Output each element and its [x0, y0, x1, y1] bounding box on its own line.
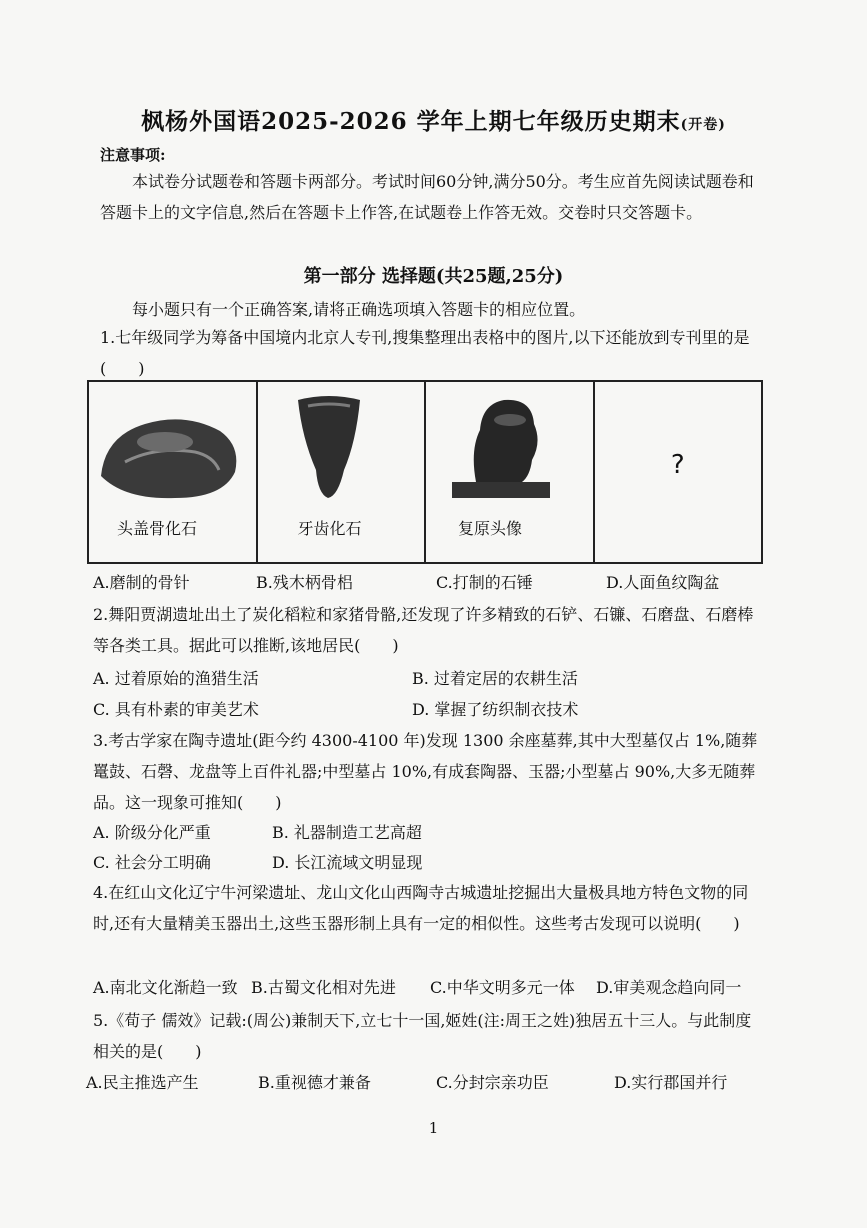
- q1-option-d: D.人面鱼纹陶盆: [606, 573, 720, 592]
- page-title: [0, 103, 867, 136]
- question-5-stem: 5.《荀子 儒效》记载:(周公)兼制天下,立七十一国,姬姓(注:周王之姓)独居五十三人。与此制度相关的是( ): [93, 1011, 752, 1061]
- section-title: 第一部分 选择题(共25题,25分): [303, 266, 564, 287]
- question-1-image-table: [87, 380, 763, 564]
- q2-option-d: D. 掌握了纺织制衣技术: [412, 700, 579, 719]
- question-3-stem: 3.考古学家在陶寺遗址(距今约 4300-4100 年)发现 1300 余座墓葬,其中大型墓仅占 1%,随葬鼍鼓、石磬、龙盘等上百件礼器;中型墓占 10%,有成套陶器、玉器;小型墓占 90%,大多无随葬品。这一现象可推知( ): [93, 731, 758, 812]
- q4-option-b: B.古蜀文化相对先进: [251, 978, 396, 997]
- q3-option-b: B. 礼器制造工艺高超: [272, 823, 422, 842]
- q5-option-a: A.民主推选产生: [86, 1073, 199, 1092]
- q5-option-b: B.重视德才兼备: [258, 1073, 371, 1092]
- section-hint: 每小题只有一个正确答案,请将正确选项填入答题卡的相应位置。: [132, 300, 586, 319]
- image-cell-tooth: [257, 381, 426, 563]
- q1-option-a: A.磨制的骨针: [93, 573, 190, 592]
- title-tag: (开卷): [680, 117, 726, 133]
- question-4-stem: 4.在红山文化辽宁牛河梁遗址、龙山文化山西陶寺古城遗址挖掘出大量极具地方特色文物的同时,还有大量精美玉器出土,这些玉器形制上具有一定的相似性。这些考古发现可以说明( ): [93, 883, 749, 933]
- image-caption: 复原头像: [458, 519, 523, 538]
- q2-option-b: B. 过着定居的农耕生活: [412, 669, 578, 688]
- q2-option-c: C. 具有朴素的审美艺术: [93, 700, 259, 719]
- skull-fossil-icon: [95, 406, 245, 506]
- image-caption: 牙齿化石: [297, 519, 362, 538]
- restored-head-icon: [446, 390, 556, 502]
- q2-option-a: A. 过着原始的渔猎生活: [93, 669, 259, 688]
- q3-option-c: C. 社会分工明确: [93, 853, 211, 872]
- q4-option-a: A.南北文化渐趋一致: [93, 978, 238, 997]
- q4-option-c: C.中华文明多元一体: [430, 978, 575, 997]
- image-cell-skull: [88, 381, 257, 563]
- notice-text: 本试卷分试题卷和答题卡两部分。考试时间60分钟,满分50分。考生应首先阅读试题卷和答题卡上的文字信息,然后在答题卡上作答,在试题卷上作答无效。交卷时只交答题卡。: [100, 172, 754, 222]
- q3-option-d: D. 长江流域文明显现: [272, 853, 423, 872]
- notice-heading: 注意事项:: [100, 146, 166, 164]
- page-number: 1: [428, 1119, 439, 1137]
- question-mark: ?: [670, 450, 685, 480]
- image-caption: 头盖骨化石: [117, 519, 198, 538]
- q5-option-c: C.分封宗亲功臣: [436, 1073, 549, 1092]
- q4-option-d: D.审美观念趋向同一: [596, 978, 742, 997]
- title-text: 枫杨外国语2025-2026 学年上期七年级历史期末: [141, 108, 681, 135]
- image-cell-unknown: [594, 381, 763, 563]
- image-cell-head: [425, 381, 594, 563]
- question-2-stem: 2.舞阳贾湖遗址出土了炭化稻粒和家猪骨骼,还发现了许多精致的石铲、石镰、石磨盘、石磨棒等各类工具。据此可以推断,该地居民( ): [93, 605, 754, 655]
- tooth-fossil-icon: [294, 392, 364, 502]
- question-1-stem: 1.七年级同学为筹备中国境内北京人专刊,搜集整理出表格中的图片,以下还能放到专刊里的是( ): [100, 328, 750, 378]
- q1-option-b: B.残木柄骨梠: [256, 573, 353, 592]
- q3-option-a: A. 阶级分化严重: [93, 823, 211, 842]
- q5-option-d: D.实行郡国并行: [614, 1073, 728, 1092]
- q1-option-c: C.打制的石锤: [436, 573, 533, 592]
